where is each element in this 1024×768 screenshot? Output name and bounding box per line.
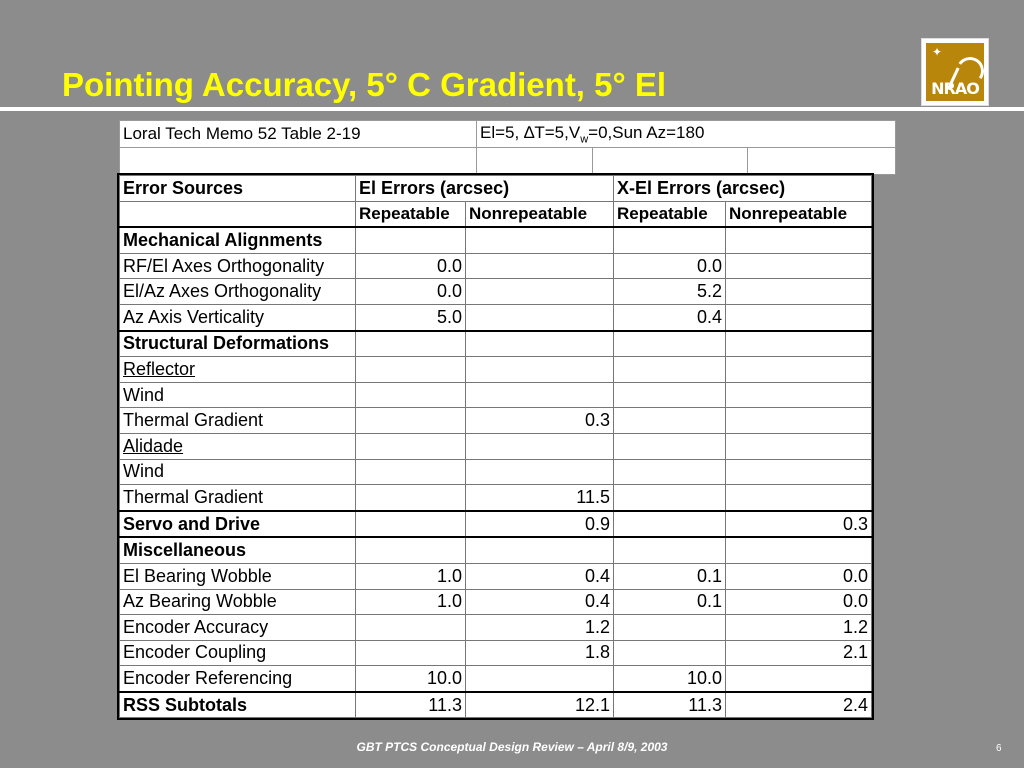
cell-value: 0.4 [466,589,614,615]
cell-value: 11.3 [614,692,726,718]
cell-value: 5.2 [614,279,726,305]
cell-value [614,227,726,253]
cell-value [726,357,872,383]
cell-value [726,253,872,279]
footer: GBT PTCS Conceptual Design Review – April 8/9, 2003 [356,740,668,754]
cell-value [466,459,614,485]
cell-value [726,227,872,253]
cell-value [466,382,614,408]
table-row [120,227,872,253]
subheader-el-repeatable: Repeatable [356,201,466,227]
row-label: Encoder Referencing [120,666,356,692]
table-row [120,408,872,434]
cell-value: 0.0 [356,253,466,279]
row-label: Miscellaneous [120,537,356,563]
page-number: 6 [996,743,1002,754]
cell-value [726,408,872,434]
cell-value [356,485,466,511]
cell-value [726,485,872,511]
logo-text: NRAO [931,79,979,98]
cell-value [466,537,614,563]
cell-value: 0.9 [466,511,614,538]
cell-value [466,227,614,253]
header-error-sources: Error Sources [120,176,356,202]
cell-value [726,666,872,692]
table-row [120,692,872,718]
cell-value [726,382,872,408]
row-label: Thermal Gradient [120,485,356,511]
cell-value: 5.0 [356,304,466,330]
table-row [120,589,872,615]
row-label: Encoder Coupling [120,640,356,666]
row-label: Az Axis Verticality [120,304,356,330]
table-row [120,563,872,589]
cell-value [726,331,872,357]
table-row [120,666,872,692]
cell-value [726,537,872,563]
cell-value [614,615,726,641]
cell-value: 0.4 [466,563,614,589]
table-row [120,459,872,485]
cell-value: 0.3 [466,408,614,434]
cell-value: 1.2 [726,615,872,641]
cell-value [356,459,466,485]
star-icon: ✦ [932,45,943,59]
cell-value [614,382,726,408]
cell-value: 0.1 [614,589,726,615]
row-label: Wind [120,459,356,485]
cell-value [466,433,614,459]
cell-value [466,279,614,305]
cell-value [356,433,466,459]
table-row [120,640,872,666]
logo-badge [926,43,984,101]
blank-cell [593,148,747,175]
row-label: Wind [120,382,356,408]
header-blank [120,201,356,227]
table-row [120,382,872,408]
table-row [120,331,872,357]
cell-value [614,331,726,357]
cell-value: 11.3 [356,692,466,718]
cell-value [614,537,726,563]
row-label: Mechanical Alignments [120,227,356,253]
row-label: RF/El Axes Orthogonality [120,253,356,279]
blank-cell [477,148,593,175]
header-xel-errors: X-El Errors (arcsec) [614,176,872,202]
cell-value: 0.4 [614,304,726,330]
table-row [120,485,872,511]
cell-value [614,459,726,485]
cell-value [356,227,466,253]
subheader-xel-nonrepeatable: Nonrepeatable [726,201,872,227]
row-label: Alidade [120,433,356,459]
cell-value: 1.0 [356,589,466,615]
cell-value [726,304,872,330]
table-row [120,357,872,383]
row-label: Structural Deformations [120,331,356,357]
cell-value [466,357,614,383]
cell-value: 0.3 [726,511,872,538]
row-label: Servo and Drive [120,511,356,538]
cell-value [466,253,614,279]
row-label: Thermal Gradient [120,408,356,434]
cell-value [614,640,726,666]
cell-value: 12.1 [466,692,614,718]
subheader-xel-repeatable: Repeatable [614,201,726,227]
cell-value [466,331,614,357]
cell-value [614,357,726,383]
cell-value: 10.0 [356,666,466,692]
cell-value [356,331,466,357]
slide-title: Pointing Accuracy, 5° C Gradient, 5° El [62,66,667,103]
header-el-errors: El Errors (arcsec) [356,176,614,202]
error-budget-table [119,175,872,718]
cell-value: 11.5 [466,485,614,511]
cell-value: 2.1 [726,640,872,666]
cell-value: 0.0 [614,253,726,279]
cell-value: 0.0 [726,589,872,615]
table-row [120,279,872,305]
cell-value [356,640,466,666]
header-table [119,120,896,175]
cell-value [726,433,872,459]
cell-value [466,666,614,692]
subheader-el-nonrepeatable: Nonrepeatable [466,201,614,227]
row-label: El/Az Axes Orthogonality [120,279,356,305]
cell-value: 2.4 [726,692,872,718]
row-label: Az Bearing Wobble [120,589,356,615]
table-row [120,304,872,330]
conditions: El=5, $\Delta T=5,V_w=0,Sun$ Az=180 [477,121,896,148]
cell-value [726,279,872,305]
cell-value [614,433,726,459]
row-label: RSS Subtotals [120,692,356,718]
cell-value [356,615,466,641]
cell-value: 0.0 [356,279,466,305]
cell-value [614,511,726,538]
nrao-logo [921,38,989,106]
cell-value [356,357,466,383]
cell-value [356,537,466,563]
blank-cell [747,148,895,175]
cell-value: 1.2 [466,615,614,641]
table-row [120,615,872,641]
cell-value [356,382,466,408]
cell-value [356,511,466,538]
table-row [120,253,872,279]
cell-value: 1.8 [466,640,614,666]
row-label: El Bearing Wobble [120,563,356,589]
cell-value [614,408,726,434]
row-label: Reflector [120,357,356,383]
cell-value: 0.0 [726,563,872,589]
cell-value [466,304,614,330]
cell-value: 0.1 [614,563,726,589]
table-row [120,511,872,538]
title-divider [0,107,1024,111]
memo-reference: Loral Tech Memo 52 Table 2-19 [120,121,477,148]
cell-value: 1.0 [356,563,466,589]
cell-value [726,459,872,485]
table-row [120,433,872,459]
cell-value: 10.0 [614,666,726,692]
table-row [120,537,872,563]
cell-value [614,485,726,511]
blank-cell [120,148,477,175]
cell-value [356,408,466,434]
row-label: Encoder Accuracy [120,615,356,641]
